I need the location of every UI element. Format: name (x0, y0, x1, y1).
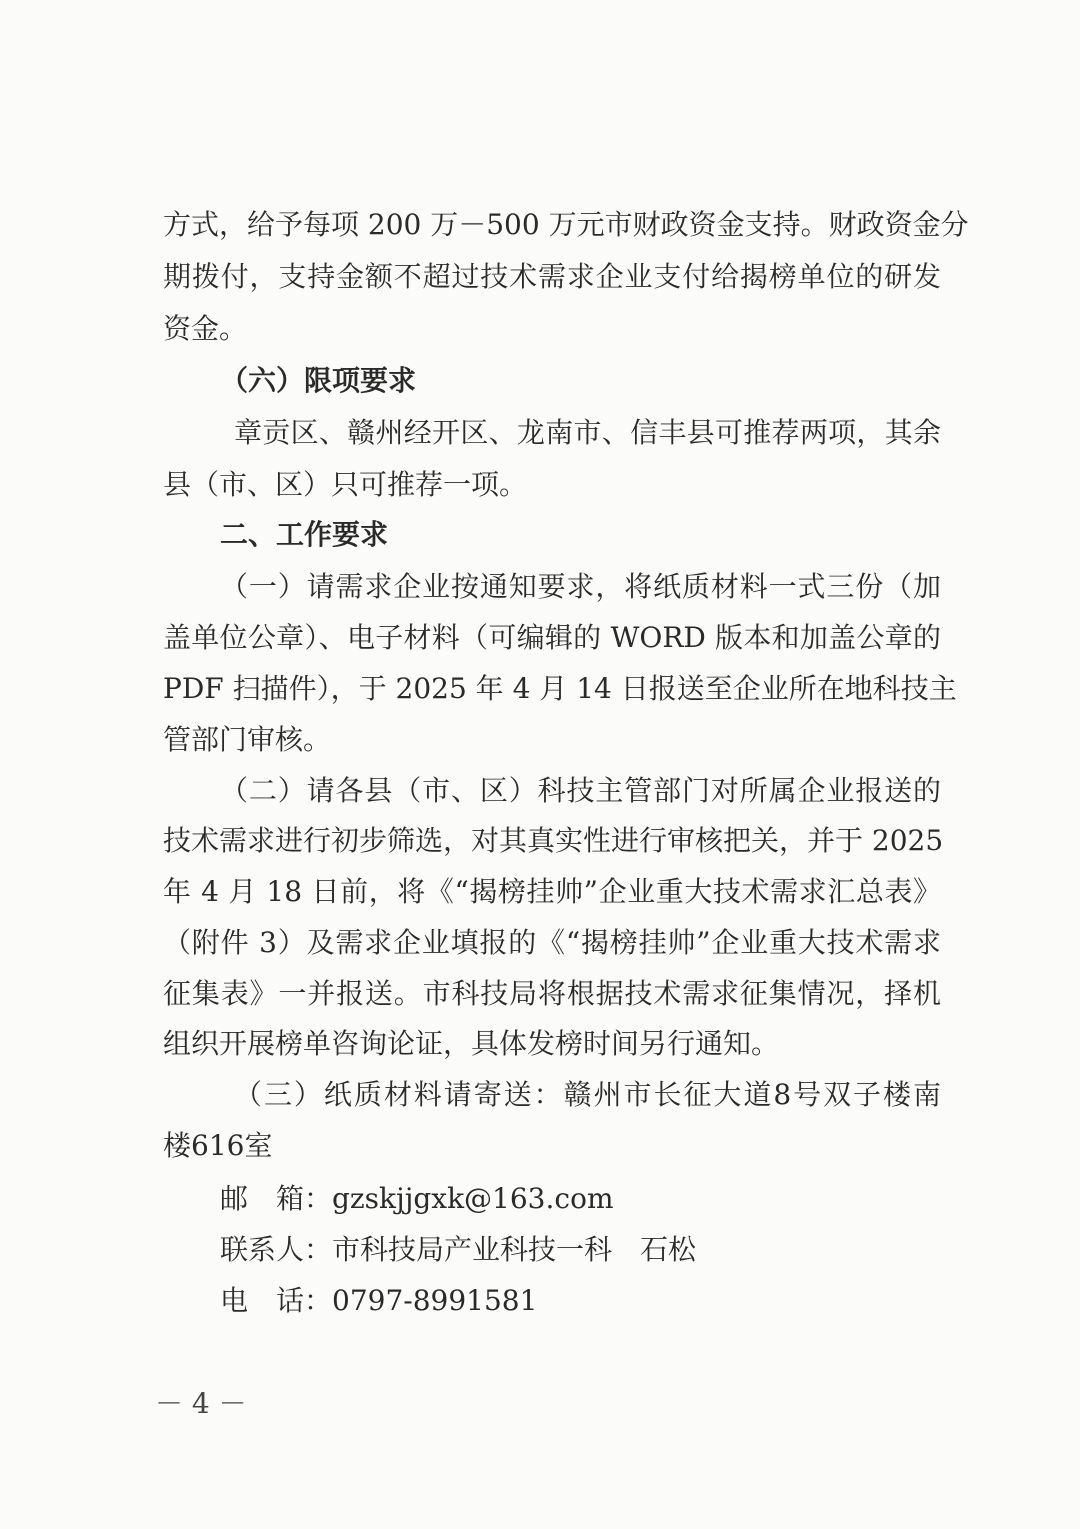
requirement-1-line-2: 盖单位公章）、电子材料（可编辑的 WORD 版本和加盖公章的 (163, 621, 941, 654)
funding-paragraph-line-2: 期拨付，支持金额不超过技术需求企业支付给揭榜单位的研发 (163, 260, 941, 293)
requirement-2-line-5: 征集表》一并报送。市科技局将根据技术需求征集情况，择机 (163, 977, 941, 1010)
requirement-1-line-4: 管部门审核。 (163, 723, 332, 756)
requirement-2-line-1: （二）请各县（市、区）科技主管部门对所属企业报送的 (220, 774, 941, 807)
requirement-2-line-4: （附件 3）及需求企业填报的《“揭榜挂帅”企业重大技术需求 (163, 926, 941, 959)
section-heading-quota-limit: （六）限项要求 (220, 364, 417, 397)
contact-person: 联系人：市科技局产业科技一科 石松 (220, 1233, 697, 1266)
section-heading-work-requirements: 二、工作要求 (220, 518, 389, 551)
quota-paragraph-line-1: 章贡区、赣州经开区、龙南市、信丰县可推荐两项，其余 (234, 416, 941, 449)
requirement-1-line-1: （一）请需求企业按通知要求，将纸质材料一式三份（加 (220, 570, 941, 603)
requirement-3-line-1: （三）纸质材料请寄送：赣州市长征大道8号双子楼南 (234, 1078, 941, 1111)
contact-email: 邮 箱：gzskjjgxk@163.com (220, 1182, 614, 1215)
requirement-3-line-2: 楼616室 (163, 1129, 273, 1162)
funding-paragraph-line-1: 方式，给予每项 200 万－500 万元市财政资金支持。财政资金分 (163, 208, 969, 241)
requirement-2-line-3: 年 4 月 18 日前，将《“揭榜挂帅”企业重大技术需求汇总表》 (163, 875, 941, 908)
requirement-2-line-6: 组织开展榜单咨询论证，具体发榜时间另行通知。 (163, 1027, 780, 1060)
page-number: － 4 － (155, 1387, 247, 1420)
quota-paragraph-line-2: 县（市、区）只可推荐一项。 (163, 468, 528, 501)
funding-paragraph-line-3: 资金。 (163, 312, 248, 345)
requirement-1-line-3: PDF 扫描件），于 2025 年 4 月 14 日报送至企业所在地科技主 (163, 672, 957, 705)
requirement-2-line-2: 技术需求进行初步筛选，对其真实性进行审核把关，并于 2025 (163, 824, 944, 857)
contact-phone: 电 话：0797-8991581 (220, 1284, 538, 1317)
